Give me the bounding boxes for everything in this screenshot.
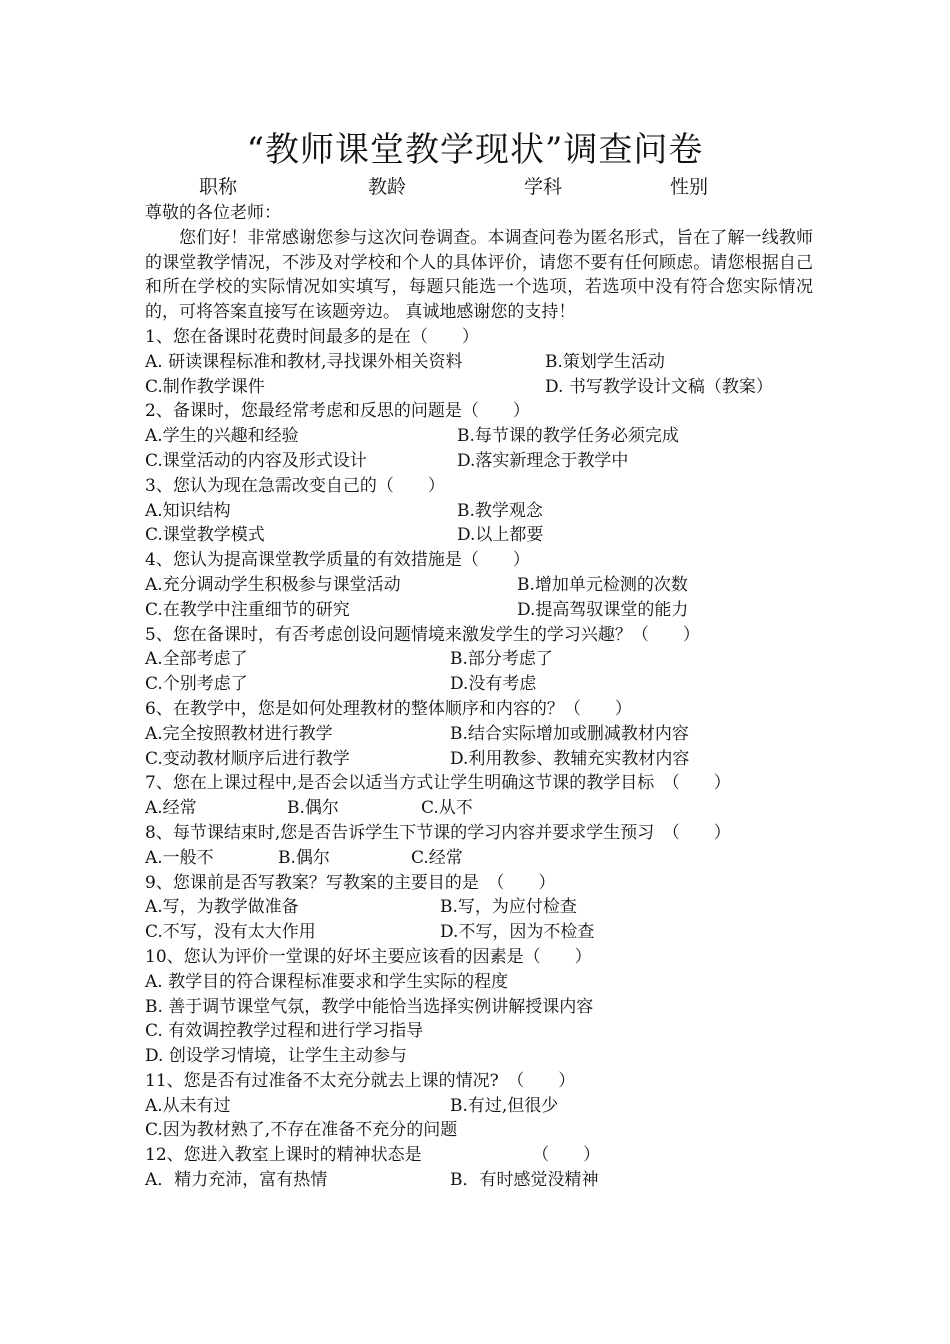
intro-paragraph: 您们好！非常感谢您参与这次问卷调查。本调查问卷为匿名形式，旨在了解一线教师的课堂教学情况，不涉及对学校和个人的具体评价，请您不要有任何顾虑。请您根据自己和所在学校的实际情况如实填写，每题只能选一个选项，若选项中没有符合您实际情况的，可将答案直接写在该题旁边。 真诚地感谢您的支持！ <box>145 227 813 323</box>
question-text: 10、您认为评价一堂课的好坏主要应该看的因素是（ ） <box>145 946 592 967</box>
answer-option[interactable]: A.充分调动学生积极参与课堂活动 <box>145 574 401 595</box>
option-row <box>145 895 813 920</box>
option-row <box>145 722 813 747</box>
field-teaching-years: 教龄 <box>368 176 407 198</box>
question-text: 11、您是否有过准备不太充分就去上课的情况? （ ） <box>145 1070 576 1091</box>
answer-option[interactable]: B.结合实际增加或删减教材内容 <box>450 723 689 744</box>
option-row <box>145 523 813 548</box>
question-text: 1、您在备课时花费时间最多的是在（ ） <box>145 326 479 347</box>
question-text: 9、您课前是否写教案？写教案的主要目的是 （ ） <box>145 872 556 893</box>
question-text: 6、在教学中，您是如何处理教材的整体顺序和内容的？（ ） <box>145 698 632 719</box>
answer-option[interactable]: D.以上都要 <box>457 525 544 546</box>
answer-option[interactable]: D.提高驾驭课堂的能力 <box>517 599 689 620</box>
answer-option[interactable]: A.学生的兴趣和经验 <box>145 426 299 447</box>
option-row <box>145 846 813 871</box>
option-row <box>145 573 813 598</box>
answer-option[interactable]: A.写，为教学做准备 <box>145 897 299 918</box>
answer-option[interactable]: A.经常 <box>145 798 197 819</box>
answer-option[interactable]: A. 研读课程标准和教材,寻找课外相关资料 <box>145 351 463 372</box>
answer-option[interactable]: D.利用教参、教辅充实教材内容 <box>450 748 690 769</box>
answer-option[interactable]: A.一般不 <box>145 847 214 868</box>
answer-option[interactable]: B.有过,但很少 <box>450 1095 559 1116</box>
question-text: 2、备课时，您最经常考虑和反思的问题是（ ） <box>145 401 530 422</box>
question-text: 3、您认为现在急需改变自己的（ ） <box>145 475 445 496</box>
answer-option[interactable]: A.完全按照教材进行教学 <box>145 723 333 744</box>
option-row <box>145 1118 813 1143</box>
answer-option[interactable]: C.不写，没有太大作用 <box>145 922 316 943</box>
answer-option[interactable]: C.因为教材熟了,不存在准备不充分的问题 <box>145 1120 458 1141</box>
option-row <box>145 1168 813 1193</box>
option-row <box>145 424 813 449</box>
option-row <box>145 598 813 623</box>
answer-option[interactable]: B.每节课的教学任务必须完成 <box>457 426 679 447</box>
question-text: 7、您在上课过程中,是否会以适当方式让学生明确这节课的教学目标 （ ） <box>145 773 731 794</box>
answer-option[interactable]: C.个别考虑了 <box>145 674 248 695</box>
option-row <box>145 747 813 772</box>
answer-option[interactable]: C.课堂教学模式 <box>145 525 265 546</box>
field-title: 职称 <box>199 176 238 198</box>
answer-option[interactable]: C.从不 <box>421 798 473 819</box>
option-row <box>145 499 813 524</box>
option-row <box>145 796 813 821</box>
option-row <box>145 1094 813 1119</box>
answer-option[interactable]: B.增加单元检测的次数 <box>517 574 688 595</box>
page-title: “教师课堂教学现状”调查问卷 <box>246 130 704 170</box>
answer-option[interactable]: C.经常 <box>411 847 463 868</box>
answer-option[interactable]: B.偶尔 <box>278 847 330 868</box>
answer-option[interactable]: C.制作教学课件 <box>145 376 265 397</box>
answer-option[interactable]: B.写，为应付检查 <box>440 897 577 918</box>
answer-option[interactable]: A．精力充沛，富有热情 <box>145 1170 328 1191</box>
answer-option[interactable]: D.不写，因为不检查 <box>440 922 595 943</box>
option-row <box>145 1044 813 1069</box>
answer-option[interactable]: C. 有效调控教学过程和进行学习指导 <box>145 1021 424 1042</box>
question-list <box>145 325 813 1193</box>
answer-option[interactable]: A.知识结构 <box>145 500 231 521</box>
question-text: 8、每节课结束时,您是否告诉学生下节课的学习内容并要求学生预习 （ ） <box>145 822 731 843</box>
option-row <box>145 1019 813 1044</box>
option-row <box>145 970 813 995</box>
answer-option[interactable]: B．有时感觉没精神 <box>450 1170 599 1191</box>
answer-option[interactable]: B.策划学生活动 <box>545 351 665 372</box>
answer-option[interactable]: D.没有考虑 <box>450 674 537 695</box>
option-row <box>145 350 813 375</box>
answer-option[interactable]: C.在教学中注重细节的研究 <box>145 599 350 620</box>
answer-option[interactable]: B.教学观念 <box>457 500 543 521</box>
option-row <box>145 449 813 474</box>
field-subject: 学科 <box>524 176 563 198</box>
field-gender: 性别 <box>670 176 709 198</box>
answer-option[interactable]: A. 教学目的符合课程标准要求和学生实际的程度 <box>145 971 509 992</box>
question-text: 12、您进入教室上课时的精神状态是 （ ） <box>145 1145 601 1166</box>
greeting: 尊敬的各位老师： <box>145 203 281 223</box>
answer-option[interactable]: A.全部考虑了 <box>145 649 248 670</box>
answer-option[interactable]: B.部分考虑了 <box>450 649 553 670</box>
questionnaire-body <box>145 201 813 1193</box>
option-row <box>145 375 813 400</box>
answer-option[interactable]: D.落实新理念于教学中 <box>457 450 629 471</box>
answer-option[interactable]: C.变动教材顺序后进行教学 <box>145 748 350 769</box>
question-text: 4、您认为提高课堂教学质量的有效措施是（ ） <box>145 550 530 571</box>
answer-option[interactable]: D. 创设学习情境，让学生主动参与 <box>145 1046 407 1067</box>
option-row <box>145 920 813 945</box>
answer-option[interactable]: C.课堂活动的内容及形式设计 <box>145 450 367 471</box>
answer-option[interactable]: D. 书写教学设计文稿（教案） <box>545 376 773 397</box>
question-text: 5、您在备课时，有否考虑创设问题情境来激发学生的学习兴趣？（ ） <box>145 624 700 645</box>
option-row <box>145 647 813 672</box>
option-row <box>145 995 813 1020</box>
answer-option[interactable]: A.从未有过 <box>145 1095 231 1116</box>
answer-option[interactable]: B. 善于调节课堂气氛，教学中能恰当选择实例讲解授课内容 <box>145 996 594 1017</box>
answer-option[interactable]: B.偶尔 <box>287 798 339 819</box>
option-row <box>145 672 813 697</box>
